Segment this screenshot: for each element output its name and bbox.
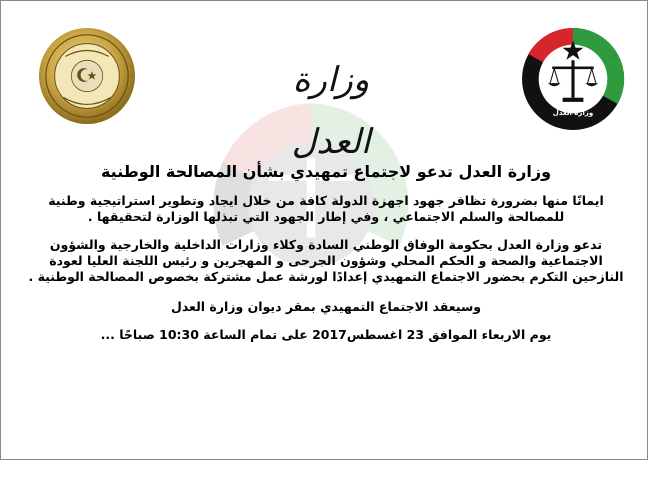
announcement-title: وزارة العدل تدعو لاجتماع تمهيدي بشأن المصالحة الوطنية: [100, 162, 552, 181]
ministry-calligraphy-title: وزارة العدل: [291, 60, 371, 162]
invitation-paragraph: تدعو وزارة العدل بحكومة الوفاق الوطني السادة وكلاء وزارات الداخلية والخارجية والشؤون الاجتماعية والصحة و الحكم المحلي وشؤون الجرحى و المهجرين و رئيس اللجنة العليا لعودة النازحين التكرم بحضور الاجتماع التمهيدي إعدادًا لورشة عمل مشتركة بخصوص المصالحة الوطنية .: [28, 237, 624, 284]
announcement-body: [23, 161, 629, 343]
emblem-caption: وزارة العدل: [552, 109, 594, 117]
meeting-date-time: يوم الاربعاء الموافق 23 اغسطس2017 على تمام الساعة 10:30 صباحًا ...: [100, 327, 552, 342]
state-of-libya-seal: [38, 27, 136, 125]
meeting-venue: وسيعقد الاجتماع التمهيدي بمقر ديوان وزارة العدل: [170, 299, 482, 314]
intro-paragraph: ايمانًا منها بضرورة تظافر جهود اجهزة الدولة كافة من خلال ايجاد وتطوير استراتيجية وطنية للمصالحة والسلم الاجتماعي ، وفي إطار الجهود التي تبذلها الوزارة لتحقيقها .: [48, 193, 604, 224]
